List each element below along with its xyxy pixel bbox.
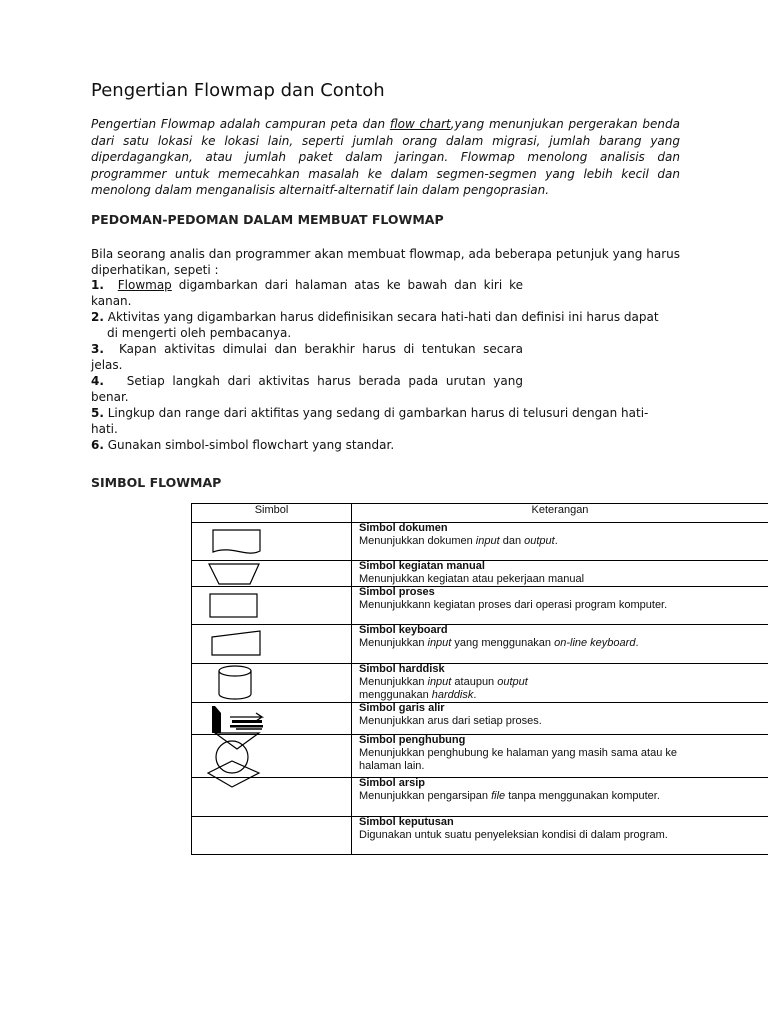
description-cell: [352, 778, 768, 817]
item-text: Aktivitas yang digambarkan harus didefinisikan secara hati-hati dan definisi ini harus dapat: [107, 310, 659, 324]
intro-text-2: ,yang menunjukan pergerakan benda dari satu lokasi ke lokasi lain, seperti jumlah orang dalam migrasi, jumlah barang yang diperdagangkan, atau jumlah paket dalam jaringan. Flowmap menolong analisis dan programmer untuk memecahkan masalah ke dalam segmen-segmen yang lebih kecil dan menolong dalam menganalisis alternaitf-alternatif lain dalam pengoprasian.: [91, 117, 680, 198]
item-text: digambarkan dari halaman atas ke bawah dan kiri ke: [171, 278, 523, 292]
symbol-cell: [192, 523, 352, 561]
flow-line-icon: [192, 703, 351, 734]
symbol-description: Menunjukkan pengarsipan file tanpa menggunakan komputer.: [359, 790, 660, 802]
symbol-cell: [192, 817, 352, 855]
symbol-description: Menunjukkan kegiatan atau pekerjaan manual: [359, 573, 585, 585]
table-row: [192, 817, 768, 855]
symbol-name: Simbol keyboard: [359, 624, 448, 636]
guide-intro: Bila seorang analis dan programmer akan membuat flowmap, ada beberapa petunjuk yang harus diperhatikan, sepeti :: [91, 247, 680, 277]
item-text: Lingkup dan range dari aktifitas yang sedang di gambarkan harus di telusuri dengan hati-: [107, 406, 649, 420]
guide-item-3: [91, 341, 523, 373]
table-header-row: [192, 504, 768, 523]
table-row: [192, 523, 768, 561]
guide-item-5: [91, 405, 680, 437]
harddisk-icon: [192, 664, 351, 701]
symbol-description: Menunjukkan input yang menggunakan on-line keyboard.: [359, 637, 639, 649]
item-text-cont: di mengerti oleh pembacanya.: [107, 326, 292, 340]
table-row: [192, 561, 768, 587]
process-icon: [192, 587, 351, 624]
guide-item-4: [91, 373, 523, 405]
symbol-cell: [192, 625, 352, 664]
intro-text-1: adalah campuran peta dan: [214, 117, 390, 131]
manual-operation-icon: [192, 561, 351, 586]
symbol-name: Simbol garis alir: [359, 702, 445, 714]
item-number: 6.: [91, 438, 104, 452]
item-number: 4.: [91, 374, 104, 388]
flowmap-link[interactable]: Flowmap: [117, 278, 172, 292]
symbol-cell: [192, 703, 352, 735]
symbol-name: Simbol penghubung: [359, 734, 466, 746]
header-description: Keterangan: [352, 504, 768, 523]
symbol-name: Simbol kegiatan manual: [359, 560, 485, 572]
description-cell: [352, 703, 768, 735]
guide-item-6: [91, 437, 394, 453]
document-icon: [192, 523, 351, 559]
guide-item-2: [91, 309, 680, 341]
item-text: Setiap langkah dari aktivitas harus berada pada urutan yang: [126, 374, 523, 388]
symbol-description: Menunjukkan dokumen input dan output.: [359, 535, 558, 547]
header-symbol: Simbol: [192, 504, 352, 523]
connector-icon: [192, 735, 351, 777]
guide-item-1: [91, 277, 523, 309]
description-cell: [352, 625, 768, 664]
symbol-cell: [192, 735, 352, 778]
item-text: Gunakan simbol-simbol flowchart yang standar.: [107, 438, 395, 452]
flow-chart-link[interactable]: flow chart: [389, 117, 451, 131]
symbols-heading: SIMBOL FLOWMAP: [91, 475, 222, 490]
table-row: [192, 735, 768, 778]
item-text-cont: hati.: [91, 422, 118, 436]
symbol-description: Menunjukkann kegiatan proses dari operasi program komputer.: [359, 599, 668, 611]
symbols-table: [191, 503, 768, 855]
symbol-description: Menunjukkan penghubung ke halaman yang masih sama atau ke: [359, 747, 677, 759]
symbol-description: Menunjukkan arus dari setiap proses.: [359, 715, 542, 727]
symbol-name: Simbol harddisk: [359, 663, 445, 675]
intro-paragraph: [91, 116, 680, 199]
symbol-description: Digunakan untuk suatu penyeleksian kondisi di dalam program.: [359, 829, 668, 841]
table-row: [192, 625, 768, 664]
table-row: [192, 587, 768, 625]
symbol-name: Simbol proses: [359, 586, 435, 598]
item-number: 5.: [91, 406, 104, 420]
page-title: Pengertian Flowmap dan Contoh: [91, 80, 385, 101]
decision-icon: [192, 817, 351, 854]
symbol-cell: [192, 664, 352, 703]
symbol-cell: [192, 561, 352, 587]
table-row: [192, 703, 768, 735]
guide-heading: PEDOMAN-PEDOMAN DALAM MEMBUAT FLOWMAP: [91, 212, 444, 227]
description-cell: [352, 664, 768, 703]
item-number: 3.: [91, 342, 104, 356]
symbol-name: Simbol dokumen: [359, 522, 448, 534]
symbol-name: Simbol keputusan: [359, 816, 454, 828]
item-number: 2.: [91, 310, 104, 324]
intro-lead: Pengertian Flowmap: [91, 117, 215, 131]
description-cell: [352, 523, 768, 561]
keyboard-input-icon: [192, 625, 351, 663]
description-cell: [352, 735, 768, 778]
archive-icon: [192, 778, 351, 816]
item-text-cont: jelas.: [91, 358, 123, 372]
table-row: [192, 778, 768, 817]
description-cell: [352, 587, 768, 625]
symbol-name: Simbol arsip: [359, 777, 426, 789]
symbol-cell: [192, 587, 352, 625]
symbol-description-cont: halaman lain.: [359, 760, 425, 772]
symbol-description: Menunjukkan input ataupun output: [359, 676, 528, 688]
item-number: 1.: [91, 278, 104, 292]
symbol-cell: [192, 778, 352, 817]
table-row: [192, 664, 768, 703]
item-text: Kapan aktivitas dimulai dan berakhir harus di tentukan secara: [118, 342, 524, 356]
item-text-cont: kanan.: [91, 294, 132, 308]
symbol-description-cont: menggunakan harddisk.: [359, 689, 477, 701]
description-cell: [352, 817, 768, 855]
description-cell: [352, 561, 768, 587]
item-text-cont: benar.: [91, 390, 129, 404]
